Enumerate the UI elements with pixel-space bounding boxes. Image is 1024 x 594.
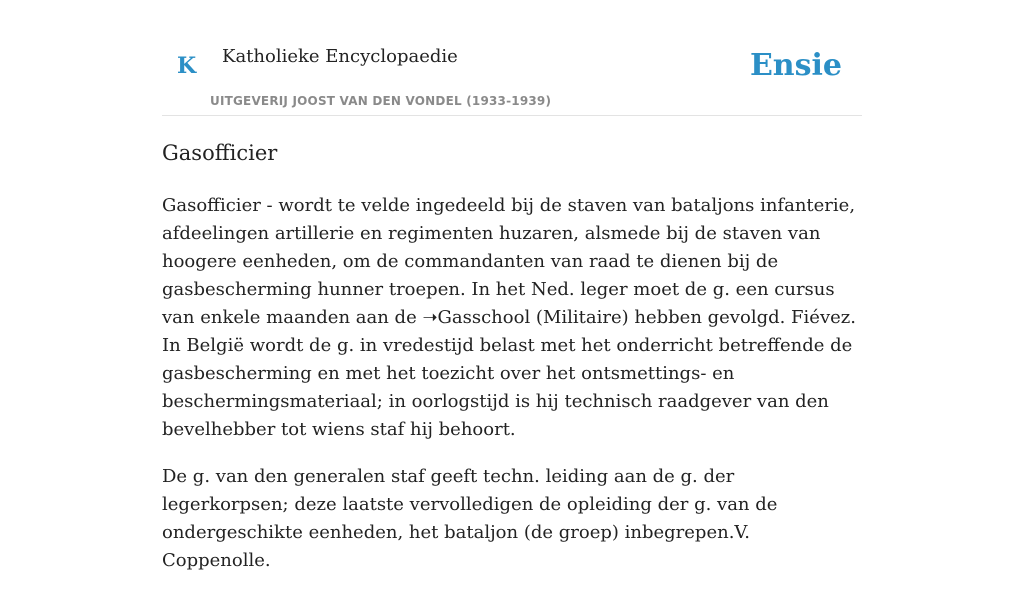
article-body (162, 192, 862, 594)
site-header (162, 0, 862, 116)
publisher-subtitle: UITGEVERIJ JOOST VAN DEN VONDEL (1933-1939) (210, 94, 552, 108)
article-title: Gasofficier (162, 141, 278, 165)
site-title[interactable]: Katholieke Encyclopaedie (222, 46, 458, 67)
article-paragraph: Gasofficier - wordt te velde ingedeeld bij de staven van bataljons infanterie, afdeelingen artillerie en regimenten huzaren, alsmede bij de staven van hoogere eenheden, om de commandanten van raad te dienen bij de gasbescherming hunner troepen. In het Ned. leger moet de g. een cursus van enkele maanden aan de ➝Gasschool (Militaire) hebben gevolgd. Fiévez. In België wordt de g. in vredestijd belast met het onderricht betreffende de gasbescherming en met het toezicht over het ontsmettings- en beschermingsmateriaal; in oorlogstijd is hij technisch raadgever van den bevelhebber tot wiens staf hij behoort. (162, 195, 856, 440)
article-paragraph: De g. van den generalen staf geeft techn. leiding aan de g. der legerkorpsen; deze laatste vervolledigen de opleiding der g. van de ondergeschikte eenheden, het bataljon (de groep) inbegrepen.V. Coppenolle. (162, 466, 778, 571)
logo-icon[interactable]: K (177, 53, 197, 79)
brand-logo[interactable]: Ensie (749, 48, 842, 83)
